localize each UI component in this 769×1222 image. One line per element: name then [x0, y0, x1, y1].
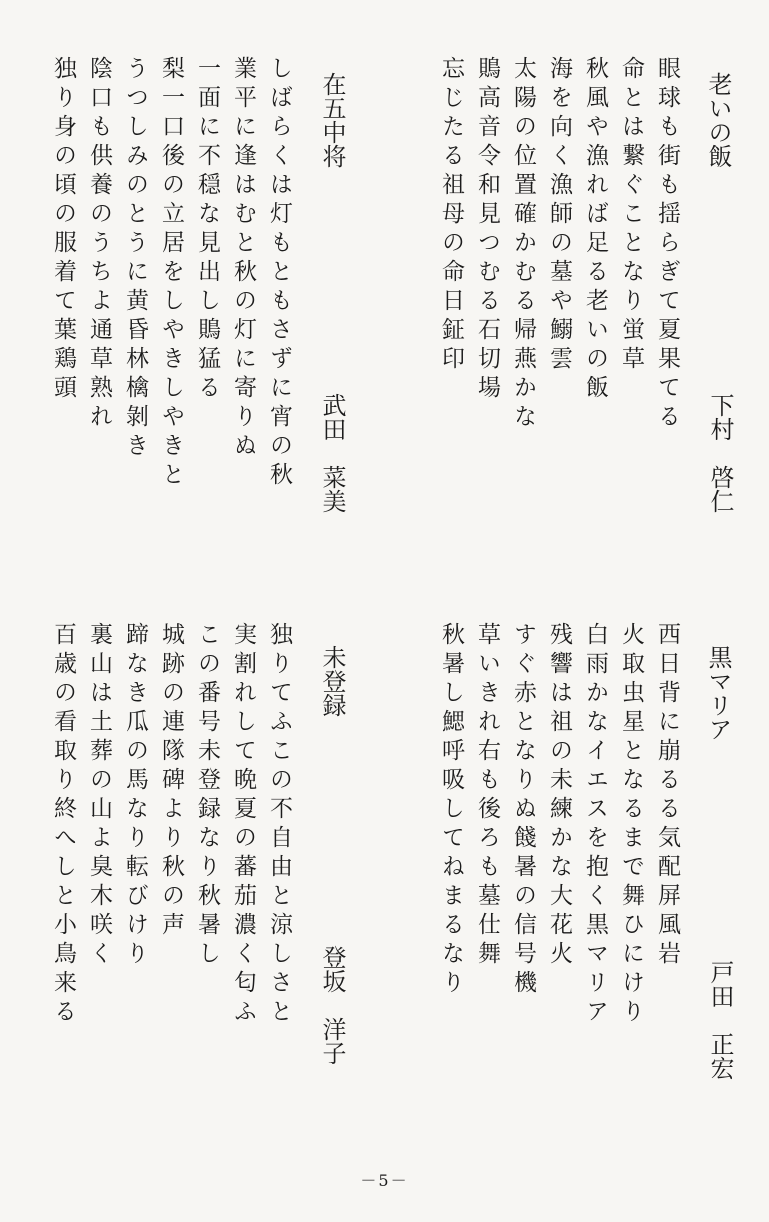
haiku-line: 残響は祖の未練かな大花火 — [546, 622, 572, 970]
section-author: 登坂 洋子 — [318, 945, 346, 1065]
haiku-line: 忘じたる祖母の命日鉦印 — [438, 56, 464, 375]
haiku-line: 鵙高音令和見つむる石切場 — [474, 56, 500, 404]
haiku-line: 実割れして晩夏の蕃茄濃く匂ふ — [230, 622, 256, 1028]
haiku-line: 裏山は土葬の山よ臭木咲く — [86, 622, 112, 970]
section-title: 老いの飯 — [704, 72, 732, 168]
haiku-line: この番号未登録なり秋暑し — [194, 622, 220, 970]
haiku-line: 独り身の頃の服着て葉鶏頭 — [50, 56, 76, 404]
haiku-line: 白雨かなイエスを抱く黒マリア — [582, 622, 608, 1028]
haiku-line: 秋風や漁れば足る老いの飯 — [582, 56, 608, 404]
haiku-line: 太陽の位置確かむる帰燕かな — [510, 56, 536, 433]
section-author: 戸田 正宏 — [706, 960, 734, 1080]
haiku-line: 火取虫星となるまで舞ひにけり — [618, 622, 644, 1028]
haiku-line: 業平に逢はむと秋の灯に寄りぬ — [230, 56, 256, 462]
haiku-line: 百歳の看取り終へしと小鳥来る — [50, 622, 76, 1028]
section-title: 黒マリア — [704, 645, 732, 741]
section-title: 未登録 — [318, 645, 346, 717]
haiku-line: 海を向く漁師の墓や鰯雲 — [546, 56, 572, 375]
haiku-line: 蹄なき瓜の馬なり転びけり — [122, 622, 148, 970]
page-number: －5－ — [360, 1171, 409, 1190]
haiku-line: 命とは繋ぐことなり蛍草 — [618, 56, 644, 375]
haiku-line: うつしみのとうに黄昏林檎剝き — [122, 56, 148, 462]
haiku-line: 独りてふこの不自由と涼しさと — [266, 622, 292, 1028]
haiku-line: すぐ赤となりぬ餞暑の信号機 — [510, 622, 536, 999]
haiku-line: 草いきれ右も後ろも墓仕舞 — [474, 622, 500, 970]
haiku-line: 西日背に崩るる気配屏風岩 — [654, 622, 680, 970]
haiku-line: 梨一口後の立居をしやきしやきと — [158, 56, 184, 491]
haiku-line: 秋暑し鰓呼吸してねまるなり — [438, 622, 464, 999]
section-author: 下村 啓仁 — [706, 393, 734, 513]
section-title: 在五中将 — [318, 72, 346, 168]
haiku-line: 一面に不穏な見出し鵙猛る — [194, 56, 220, 404]
section-author: 武田 菜美 — [318, 393, 346, 513]
haiku-line: 城跡の連隊碑より秋の声 — [158, 622, 184, 941]
haiku-line: 陰口も供養のうちよ通草熟れ — [86, 56, 112, 433]
haiku-line: 眼球も街も揺らぎて夏果てる — [654, 56, 680, 433]
haiku-line: しばらくは灯もともさずに宵の秋 — [266, 56, 292, 491]
